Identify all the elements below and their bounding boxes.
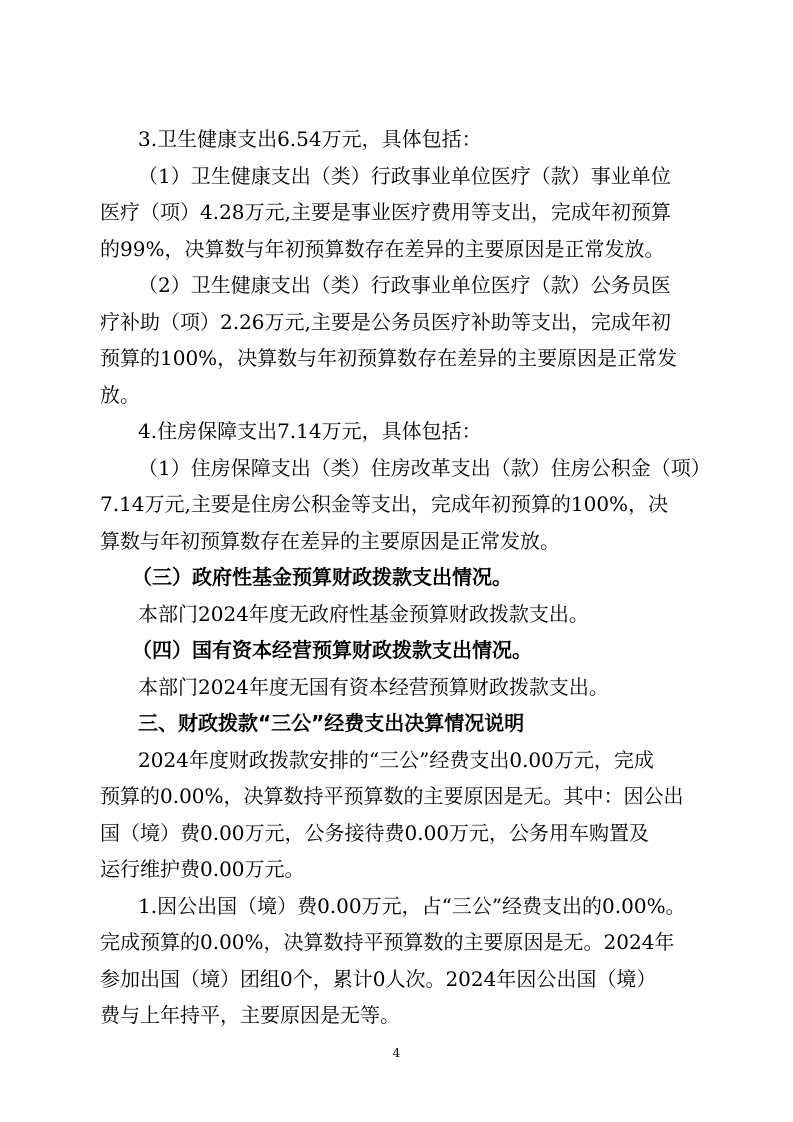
paragraph-line: 7.14万元,主要是住房公积金等支出，完成年初预算的100%，决 — [100, 492, 669, 516]
paragraph-line: 1.因公出国（境）费0.00万元，占“三公”经费支出的0.00%。 — [138, 894, 686, 918]
paragraph-line: 医疗（项）4.28万元,主要是事业医疗费用等支出，完成年初预算 — [100, 200, 671, 224]
paragraph-line: 本部门2024年度无国有资本经营预算财政拨款支出。 — [138, 675, 609, 699]
paragraph-line: 运行维护费0.00万元。 — [100, 857, 305, 881]
paragraph-line: （1）住房保障支出（类）住房改革支出（款）住房公积金（项） — [138, 456, 711, 480]
paragraph-line: 参加出国（境）团组0个，累计0人次。2024年因公出国（境） — [100, 967, 657, 991]
page-number: 4 — [392, 1046, 401, 1060]
paragraph-line: 疗补助（项）2.26万元,主要是公务员医疗补助等支出，完成年初 — [100, 310, 671, 334]
paragraph-line: （2）卫生健康支出（类）行政事业单位医疗（款）公务员医 — [138, 273, 671, 297]
paragraph-line: 放。 — [100, 383, 140, 407]
section-heading: （四）国有资本经营预算财政拨款支出情况。 — [132, 638, 532, 662]
paragraph-line: （1）卫生健康支出（类）行政事业单位医疗（款）事业单位 — [138, 164, 671, 188]
section-heading: （三）政府性基金预算财政拨款支出情况。 — [132, 565, 512, 589]
paragraph-line: 费与上年持平，主要原因是无等。 — [100, 1003, 400, 1027]
section-heading: 三、财政拨款“三公”经费支出决算情况说明 — [138, 711, 525, 735]
paragraph-line: 2024年度财政拨款安排的“三公”经费支出0.00万元，完成 — [138, 748, 654, 772]
paragraph-line: 4.住房保障支出7.14万元，具体包括： — [138, 419, 482, 443]
paragraph-line: 预算的0.00%，决算数持平预算数的主要原因是无。其中：因公出 — [100, 784, 684, 808]
paragraph-line: 的99%，决算数与年初预算数存在差异的主要原因是正常发放。 — [100, 237, 665, 261]
paragraph-line: 本部门2024年度无政府性基金预算财政拨款支出。 — [138, 602, 589, 626]
paragraph-line: 完成预算的0.00%，决算数持平预算数的主要原因是无。2024年 — [100, 930, 675, 954]
paragraph-line: 预算的100%，决算数与年初预算数存在差异的主要原因是正常发 — [100, 346, 678, 370]
paragraph-line: 国（境）费0.00万元，公务接待费0.00万元，公务用车购置及 — [100, 821, 650, 845]
paragraph-line: 算数与年初预算数存在差异的主要原因是正常发放。 — [100, 529, 560, 553]
paragraph-line: 3.卫生健康支出6.54万元，具体包括： — [138, 127, 482, 151]
